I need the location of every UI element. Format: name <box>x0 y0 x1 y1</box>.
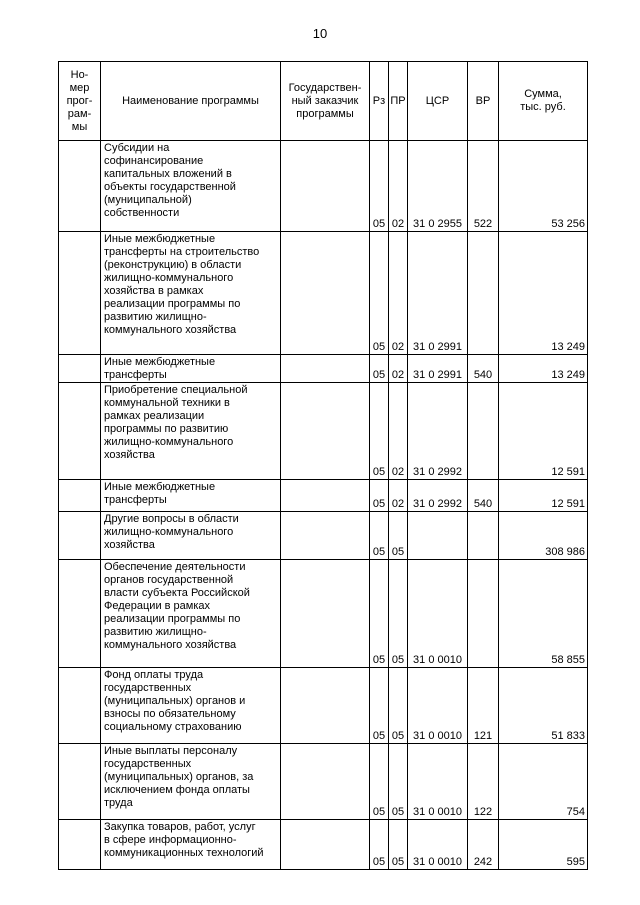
table-row <box>59 141 588 232</box>
cell-vr: 540 <box>468 480 499 512</box>
cell-sum: 53 256 <box>499 141 588 232</box>
cell-program-name: Иные межбюджетные трансферты <box>101 355 281 383</box>
cell-program-name: Другие вопросы в области жилищно-коммунального хозяйства <box>101 512 281 560</box>
cell-rz: 05 <box>370 141 389 232</box>
table-row <box>59 232 588 355</box>
table-row <box>59 480 588 512</box>
table-row <box>59 668 588 744</box>
cell-csr: 31 0 2955 <box>408 141 468 232</box>
cell-rz: 05 <box>370 480 389 512</box>
cell-csr <box>408 512 468 560</box>
cell-program-number <box>59 744 101 820</box>
cell-program-name: Фонд оплаты труда государственных (муниципальных) органов и взносы по обязательному социальному страхованию <box>101 668 281 744</box>
cell-csr: 31 0 2992 <box>408 383 468 480</box>
cell-program-number <box>59 355 101 383</box>
cell-csr: 31 0 0010 <box>408 820 468 870</box>
cell-rz: 05 <box>370 355 389 383</box>
cell-program-number <box>59 668 101 744</box>
cell-program-number <box>59 512 101 560</box>
cell-customer <box>281 560 370 668</box>
cell-program-name: Обеспечение деятельности органов государственной власти субъекта Российской Федерации в рамках реализации программы по развитию жилищно- коммунального хозяйства <box>101 560 281 668</box>
cell-program-name: Закупка товаров, работ, услуг в сфере информационно- коммуникационных технологий <box>101 820 281 870</box>
cell-csr: 31 0 2991 <box>408 232 468 355</box>
cell-customer <box>281 383 370 480</box>
header-program-name: Наименование программы <box>101 62 281 141</box>
cell-vr <box>468 232 499 355</box>
cell-rz: 05 <box>370 820 389 870</box>
cell-program-name: Приобретение специальной коммунальной техники в рамках реализации программы по развитию жилищно-коммунального хозяйства <box>101 383 281 480</box>
cell-sum: 595 <box>499 820 588 870</box>
cell-customer <box>281 744 370 820</box>
cell-customer <box>281 355 370 383</box>
cell-sum: 308 986 <box>499 512 588 560</box>
cell-program-name: Иные выплаты персоналу государственных (муниципальных) органов, за исключением фонда оплаты труда <box>101 744 281 820</box>
cell-sum: 13 249 <box>499 232 588 355</box>
cell-vr <box>468 560 499 668</box>
cell-csr: 31 0 0010 <box>408 668 468 744</box>
cell-program-number <box>59 820 101 870</box>
cell-sum: 58 855 <box>499 560 588 668</box>
cell-pr: 05 <box>389 744 408 820</box>
cell-vr <box>468 512 499 560</box>
cell-program-number <box>59 560 101 668</box>
table-row <box>59 820 588 870</box>
cell-pr: 02 <box>389 355 408 383</box>
header-sum: Сумма, тыс. руб. <box>499 62 588 141</box>
cell-pr: 05 <box>389 820 408 870</box>
cell-vr: 122 <box>468 744 499 820</box>
cell-vr: 121 <box>468 668 499 744</box>
cell-program-number <box>59 232 101 355</box>
cell-program-number <box>59 383 101 480</box>
table-row <box>59 744 588 820</box>
cell-sum: 12 591 <box>499 383 588 480</box>
cell-program-number <box>59 141 101 232</box>
cell-sum: 754 <box>499 744 588 820</box>
cell-csr: 31 0 0010 <box>408 744 468 820</box>
cell-program-name: Иные межбюджетные трансферты на строительство (реконструкцию) в области жилищно-коммунального хозяйства в рамках реализации программы по развитию жилищно- коммунального хозяйства <box>101 232 281 355</box>
cell-customer <box>281 141 370 232</box>
cell-pr: 05 <box>389 560 408 668</box>
cell-rz: 05 <box>370 232 389 355</box>
cell-pr: 02 <box>389 141 408 232</box>
cell-pr: 02 <box>389 383 408 480</box>
cell-customer <box>281 480 370 512</box>
cell-rz: 05 <box>370 383 389 480</box>
table-row <box>59 560 588 668</box>
header-customer: Государствен- ный заказчик программы <box>281 62 370 141</box>
cell-sum: 12 591 <box>499 480 588 512</box>
cell-csr: 31 0 2991 <box>408 355 468 383</box>
cell-pr: 02 <box>389 232 408 355</box>
cell-rz: 05 <box>370 512 389 560</box>
cell-csr: 31 0 2992 <box>408 480 468 512</box>
budget-table <box>58 61 588 870</box>
table-row <box>59 383 588 480</box>
cell-pr: 05 <box>389 512 408 560</box>
cell-customer <box>281 668 370 744</box>
cell-sum: 13 249 <box>499 355 588 383</box>
header-row <box>59 62 588 141</box>
cell-pr: 02 <box>389 480 408 512</box>
header-rz: Рз <box>370 62 389 141</box>
cell-customer <box>281 512 370 560</box>
cell-sum: 51 833 <box>499 668 588 744</box>
cell-customer <box>281 820 370 870</box>
cell-vr: 522 <box>468 141 499 232</box>
cell-rz: 05 <box>370 560 389 668</box>
header-program-number: Но- мер прог- рам- мы <box>59 62 101 141</box>
cell-program-name: Иные межбюджетные трансферты <box>101 480 281 512</box>
header-pr: ПР <box>389 62 408 141</box>
cell-vr: 242 <box>468 820 499 870</box>
cell-customer <box>281 232 370 355</box>
cell-program-name: Субсидии на софинансирование капитальных вложений в объекты государственной (муниципальной) собственности <box>101 141 281 232</box>
table-row <box>59 512 588 560</box>
table-row <box>59 355 588 383</box>
cell-vr <box>468 383 499 480</box>
cell-rz: 05 <box>370 668 389 744</box>
cell-pr: 05 <box>389 668 408 744</box>
cell-rz: 05 <box>370 744 389 820</box>
header-vr: ВР <box>468 62 499 141</box>
cell-vr: 540 <box>468 355 499 383</box>
cell-program-number <box>59 480 101 512</box>
page-number: 10 <box>312 26 328 41</box>
header-csr: ЦСР <box>408 62 468 141</box>
cell-csr: 31 0 0010 <box>408 560 468 668</box>
